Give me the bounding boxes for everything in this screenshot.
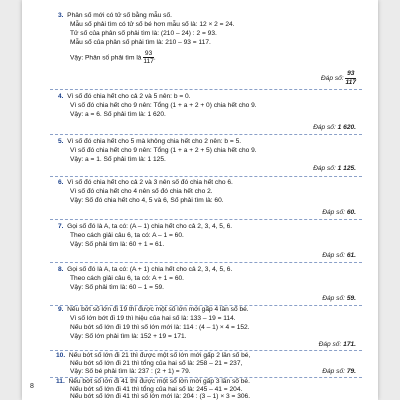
problem-11-line-1: 11. Nếu bớt số lớn đi 41 thì được một số lớn mới gấp 3 lần số bé.	[56, 378, 250, 385]
problem-number: 8.	[58, 266, 64, 273]
problem-11-line-2: Nếu bớt số lớn đi 41 thì tổng của hai số là: 245 – 41 = 204.	[70, 386, 243, 393]
problem-8-line-1: 8. Gọi số đó là A, ta có: (A + 1) chia hết cho cả 2, 3, 4, 5, 6.	[58, 266, 233, 273]
problem-3-conclusion: Vậy: Phân số phải tìm là $\frac{93}{117}$ .	[70, 50, 156, 65]
problem-7-answer: Đáp số: 61.	[322, 252, 356, 259]
problem-number: 4.	[58, 93, 64, 100]
problem-number: 3.	[58, 12, 64, 19]
problem-8-line-3: Vậy: Số phải tìm là: 60 – 1 = 59.	[70, 284, 165, 291]
problem-11-line-3: Nếu bớt số lớn đi 41 thì số lớn mới là: 204 : (3 – 1) × 3 = 306.	[70, 393, 251, 400]
problem-number: 10.	[56, 352, 66, 359]
problem-9-line-1: 9. Nếu bớt số lớn đi 19 thì được một số lớn mới gấp 4 lần số bé.	[58, 306, 249, 313]
problem-4-line-3: Vậy: a = 6. Số phải tìm là: 1 620.	[70, 111, 166, 118]
problem-4-line-1: 4. Vì số đó chia hết cho cả 2 và 5 nên: b = 0.	[58, 93, 191, 100]
problem-6-answer: Đáp số: 60.	[322, 209, 356, 216]
document-page	[22, 0, 378, 400]
problem-6-line-1: 6. Vì số đó chia hết cho cả 2 và 3 nên số đó chia hết cho 6.	[58, 179, 233, 186]
answer-fraction: $\frac{93}{117}$	[345, 70, 356, 86]
problem-9-answer: Đáp số: 171.	[318, 341, 356, 348]
problem-number: 6.	[58, 179, 64, 186]
separator	[50, 134, 362, 135]
problem-number: 11.	[56, 378, 65, 385]
problem-10-answer: Đáp số: 79.	[322, 368, 356, 375]
problem-number: 5.	[58, 138, 64, 145]
separator	[50, 350, 362, 351]
problem-10-line-3: Vậy: Số bé phải tìm là: 237 : (2 + 1) = 79.	[70, 368, 191, 375]
problem-7-line-2: Theo cách giải câu 6, ta có: A – 1 = 60.	[70, 232, 184, 239]
separator	[50, 176, 362, 177]
problem-10-line-2: Nếu bớt số lớn đi 21 thì tổng của hai số là: 258 – 21 = 237,	[70, 360, 243, 367]
problem-6-line-2: Vì số đó chia hết cho 4 nên số đó chia hết cho 2.	[70, 188, 213, 195]
problem-9-line-2: Vì số lớn bớt đi 19 thì hiệu của hai số là: 133 – 19 = 114.	[70, 315, 236, 322]
problem-number: 7.	[58, 223, 64, 230]
problem-7-line-1: 7. Gọi số đó là A, ta có: (A – 1) chia hết cho cả 2, 3, 4, 5, 6.	[58, 223, 233, 230]
problem-3-line-1: 3. Phân số mới có tử số bằng mẫu số.	[58, 12, 172, 19]
separator	[50, 89, 362, 90]
problem-8-answer: Đáp số: 59.	[322, 295, 356, 302]
problem-3-answer: Đáp số: $\frac{93}{117}$	[320, 70, 356, 86]
page-number: 8	[30, 383, 34, 390]
problem-3-line-4: Mẫu số của phân số phải tìm là: 210 – 93 = 117.	[70, 39, 211, 46]
problem-4-answer: Đáp số: 1 620.	[313, 124, 356, 131]
problem-5-answer: Đáp số: 1 125.	[313, 165, 356, 172]
problem-6-line-3: Vậy: Số đó chia hết cho 4, 5 và 6, Số phải tìm là: 60.	[70, 197, 224, 204]
problem-3-line-3: Tử số của phân số phải tìm là: (210 – 24) : 2 = 93.	[70, 30, 217, 37]
problem-5-line-1: 5. Vì số đó chia hết cho 5 mà không chia hết cho 2 nên: b = 5.	[58, 138, 242, 145]
problem-9-line-3: Nếu bớt số lớn đi 19 thì số lớn mới là: 114 : (4 – 1) × 4 = 152.	[70, 324, 250, 331]
problem-8-line-2: Theo cách giải câu 6, ta có: A + 1 = 60.	[70, 275, 185, 282]
separator	[50, 219, 362, 220]
problem-9-line-4: Vậy: Số lớn phải tìm là: 152 + 19 = 171.	[70, 333, 187, 340]
separator	[50, 262, 362, 263]
problem-4-line-2: Vì số đó chia hết cho 9 nên: Tổng (1 + a + 2 + 0) chia hết cho 9.	[70, 102, 257, 109]
problem-7-line-3: Vậy: Số phải tìm là: 60 + 1 = 61.	[70, 241, 165, 248]
problem-5-line-3: Vậy: a = 1. Số phải tìm là: 1 125.	[70, 156, 166, 163]
problem-5-line-2: Vì số đó chia hết cho 9 nên: Tổng (1 + a + 2 + 5) chia hết cho 9.	[70, 147, 257, 154]
problem-number: 9.	[58, 306, 64, 313]
problem-10-line-1: 10. Nếu bớt số lớn đi 21 thì được một số lớn mới gấp 2 lần số bé,	[56, 352, 251, 359]
conclusion-fraction: $\frac{93}{117}$	[143, 50, 154, 65]
problem-3-line-2: Mẫu số phải tìm có tử số bé hơn mẫu số là: 12 × 2 = 24.	[70, 21, 235, 28]
